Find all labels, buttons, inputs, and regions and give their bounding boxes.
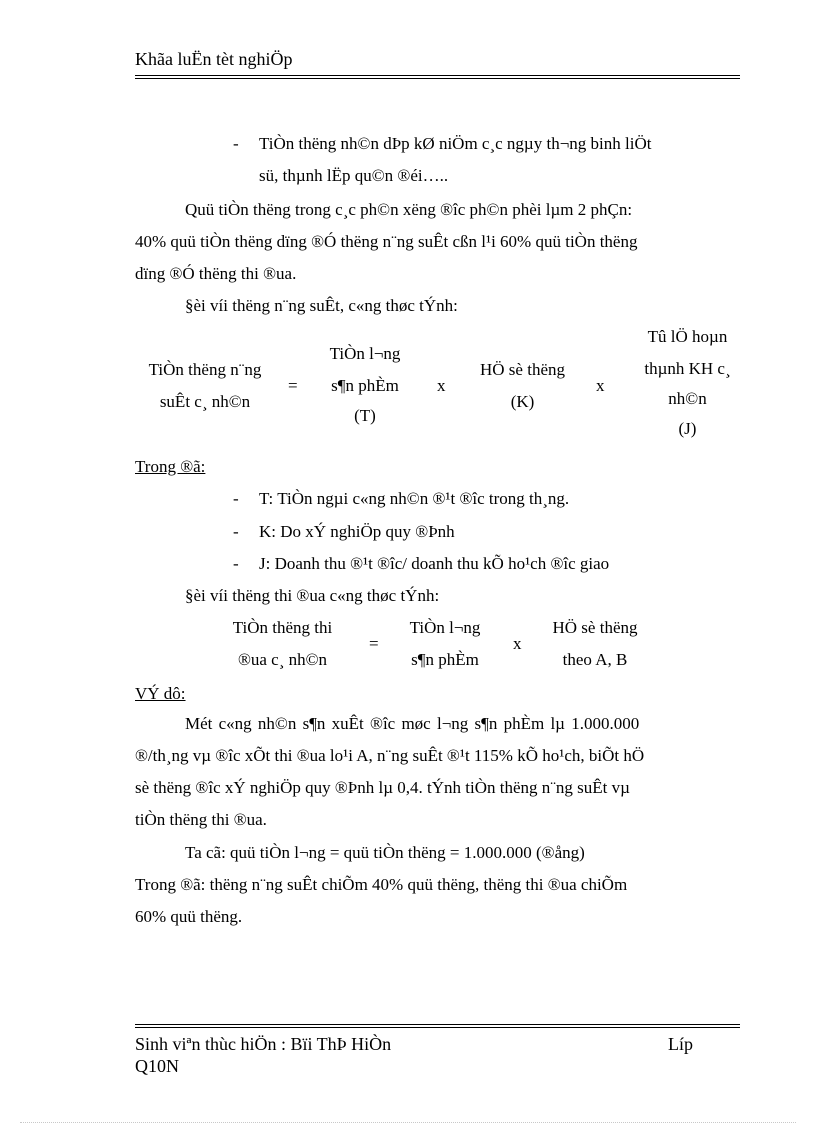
formula1-lhs bbox=[130, 360, 280, 412]
formula1-t3-line3: nh©n bbox=[668, 389, 707, 408]
example-line: Mét c«ng nh©n s¶n xuÊt ®îc møc l¬ng s¶n phÈm lµ 1.000.000 bbox=[185, 714, 640, 733]
formula1-t3-line1: Tû lÖ hoµn bbox=[647, 327, 728, 346]
formula1-lhs-line2: suÊt c¸ nh©n bbox=[159, 392, 251, 411]
formula2-lhs-line1: TiÒn thëng thi bbox=[232, 618, 333, 637]
footer-class-label: Líp bbox=[668, 1034, 693, 1054]
paragraph-line: §èi víi thëng n¨ng suÊt, c«ng thøc tÝnh: bbox=[185, 296, 458, 315]
footer-author: Sinh viªn thùc hiÖn : Bïi ThÞ HiÒn bbox=[135, 1034, 392, 1054]
formula1-t1-line1: TiÒn l¬ng bbox=[329, 344, 401, 363]
formula1-times-2: x bbox=[596, 376, 605, 395]
formula1-term-coefficient bbox=[465, 360, 580, 412]
formula2-t2-line2: theo A, B bbox=[562, 650, 628, 669]
definition-item: K: Do xÝ nghiÖp quy ®Þnh bbox=[259, 522, 455, 541]
definition-item: T: TiÒn ngµi c«ng nh©n ®¹t ®îc trong th¸ng. bbox=[259, 489, 570, 508]
trong-do-heading: Trong ®ã: bbox=[135, 457, 206, 476]
definition-item: J: Doanh thu ®¹t ®îc/ doanh thu kÕ ho¹ch ®îc giao bbox=[259, 554, 610, 573]
bullet-text-line1: TiÒn thëng nh©n dÞp kØ niÖm c¸c ngµy th¬ng binh liÖt bbox=[259, 134, 652, 153]
bullet-dash: - bbox=[233, 134, 239, 153]
formula1-equals: = bbox=[288, 376, 298, 395]
example-line: Ta cã: quü tiÒn l¬ng = quü tiÒn thëng = 1.000.000 (®ång) bbox=[185, 843, 585, 862]
example-line: Trong ®ã: thëng n¨ng suÊt chiÕm 40% quü thëng, thëng thi ®ua chiÕm bbox=[135, 875, 628, 894]
footer-class-code: Q10N bbox=[135, 1056, 179, 1076]
formula1-term-completion-rate bbox=[625, 327, 750, 439]
paragraph-line: Quü tiÒn thëng trong c¸c ph©n xëng ®îc ph©n phèi lµm 2 phÇn: bbox=[185, 200, 633, 219]
formula1-t3-line4: (J) bbox=[678, 419, 697, 438]
vi-du-heading: VÝ dô: bbox=[135, 684, 186, 703]
formula1-term-salary bbox=[305, 344, 425, 426]
formula1-times-1: x bbox=[437, 376, 446, 395]
formula1-t2-line2: (K) bbox=[510, 392, 535, 411]
formula2-times: x bbox=[513, 634, 522, 653]
formula2-t1-line1: TiÒn l¬ng bbox=[409, 618, 481, 637]
example-line: tiÒn thëng thi ®ua. bbox=[135, 810, 267, 829]
formula2-lhs-line2: ®ua c¸ nh©n bbox=[237, 650, 328, 669]
paragraph-line: 40% quü tiÒn thëng dïng ®Ó thëng n¨ng suÊt cßn l¹i 60% quü tiÒn thëng bbox=[135, 232, 638, 251]
formula1-lhs-line1: TiÒn thëng n¨ng bbox=[148, 360, 262, 379]
example-line: 60% quü thëng. bbox=[135, 907, 243, 926]
formula2-lhs bbox=[215, 618, 350, 670]
definition-dash: - bbox=[233, 489, 239, 508]
formula2-t1-line2: s¶n phÈm bbox=[411, 650, 479, 669]
example-line: sè thëng ®îc xÝ nghiÖp quy ®Þnh lµ 0,4. tÝnh tiÒn thëng n¨ng suÊt vµ bbox=[135, 778, 630, 797]
footer-rule-bottom bbox=[135, 1027, 740, 1028]
formula2-equals: = bbox=[369, 634, 379, 653]
formula1-t1-line3: (T) bbox=[354, 406, 376, 425]
bullet-text-line2: sü, thµnh lËp qu©n ®éi….. bbox=[259, 166, 449, 185]
example-line: ®/th¸ng vµ ®îc xÕt thi ®ua lo¹i A, n¨ng suÊt ®¹t 115% kÕ ho¹ch, biÕt hÖ bbox=[135, 746, 645, 765]
header-rule-top bbox=[135, 75, 740, 76]
formula1-t1-line2: s¶n phÈm bbox=[331, 376, 399, 395]
header-rule-bottom bbox=[135, 78, 740, 79]
paragraph-line: §èi víi thëng thi ®ua c«ng thøc tÝnh: bbox=[185, 586, 440, 605]
formula1-t2-line1: HÖ sè thëng bbox=[480, 360, 565, 379]
page-header-title: Khãa luËn tèt nghiÖp bbox=[135, 49, 293, 69]
footer-rule-top bbox=[135, 1024, 740, 1025]
formula2-term-salary bbox=[390, 618, 500, 670]
definition-dash: - bbox=[233, 554, 239, 573]
definition-dash: - bbox=[233, 522, 239, 541]
formula1-t3-line2: thµnh KH c¸ bbox=[644, 359, 731, 378]
paragraph-line: dïng ®Ó thëng thi ®ua. bbox=[135, 264, 297, 283]
formula2-t2-line1: HÖ sè thëng bbox=[552, 618, 638, 637]
formula2-term-coefficient bbox=[540, 618, 650, 670]
